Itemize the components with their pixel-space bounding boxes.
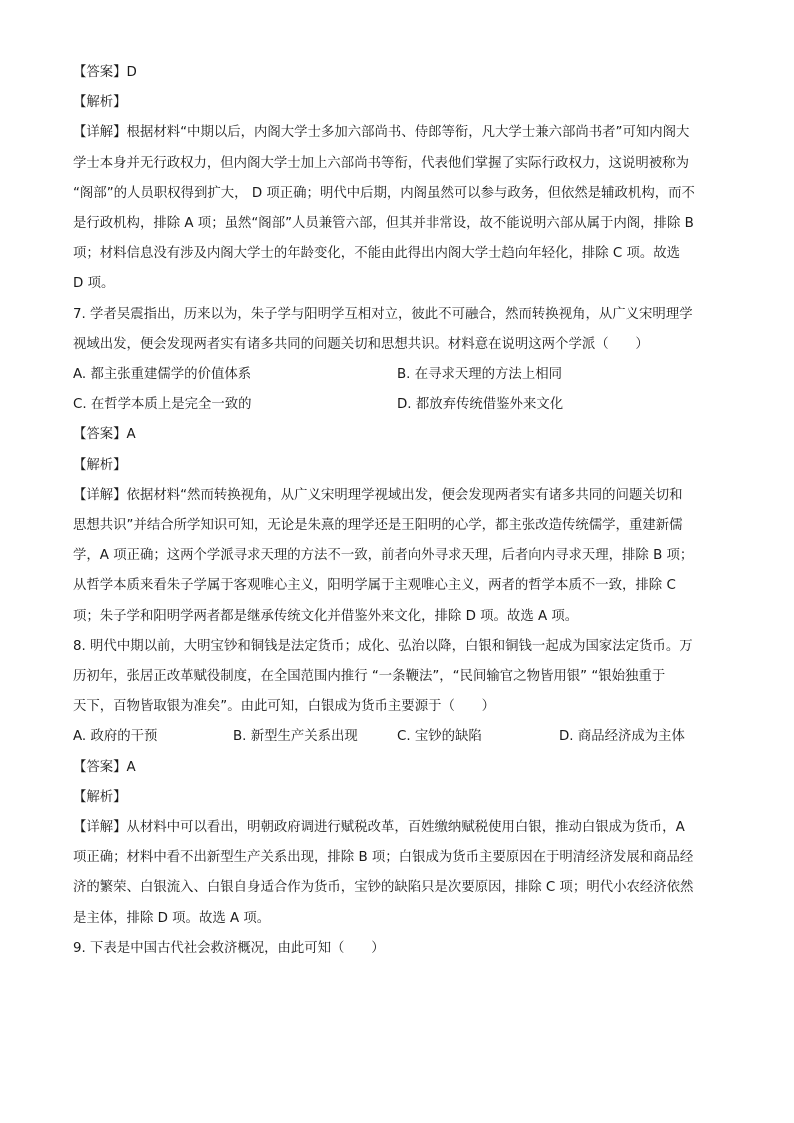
text-line: 思想共识”并结合所学知识可知，无论是朱熹的理学还是王阳明的心学，都主张改造传统儒学，重建新儒: [73, 518, 683, 534]
option-item: D. 商品经济成为主体: [559, 729, 685, 745]
text-line: 【答案】A: [73, 759, 136, 775]
paragraph: [73, 420, 723, 450]
paragraph: [73, 813, 723, 934]
paragraph: [73, 783, 723, 813]
text-line: 历初年，张居正改革赋役制度，在全国范围内推行 “一条鞭法”，“民间输官之物皆用银” “银始独重于: [73, 669, 666, 685]
option-row: [73, 722, 723, 752]
text-line: 项正确；材料中看不出新型生产关系出现，排除 B 项；白银成为货币主要原因在于明清经济发展和商品经: [73, 850, 694, 866]
text-line: 学士本身并无行政权力，但内阁大学士加上六部尚书等衔，代表他们掌握了实际行政权力，这说明被称为: [73, 155, 689, 171]
option-row: [73, 390, 723, 420]
text-line: 是行政机构，排除 A 项；虽然“阁部”人员兼管六部，但其并非常设，故不能说明六部从属于内阁，排除 B: [73, 216, 694, 232]
text-line: 7. 学者吴震指出，历来以为，朱子学与阳明学互相对立，彼此不可融合，然而转换视角，从广义宋明理学: [73, 306, 693, 322]
paragraph: [73, 632, 723, 723]
text-line: 从哲学本质来看朱子学属于客观唯心主义，阳明学属于主观唯心主义，两者的哲学本质不一致，排除 C: [73, 578, 676, 594]
paragraph: [73, 88, 723, 118]
text-line: 【详解】从材料中可以看出，明朝政府调进行赋税改革，百姓缴纳赋税使用白银，推动白银成为货币，A: [73, 820, 685, 836]
option-row: [73, 360, 723, 390]
text-line: 9. 下表是中国古代社会救济概况，由此可知（ ）: [73, 940, 385, 956]
text-line: 【答案】D: [73, 65, 137, 80]
text-line: 【解析】: [73, 789, 127, 805]
paragraph: [73, 118, 723, 299]
text-line: 天下，百物皆取银为准矣”。由此可知，白银成为货币主要源于（ ）: [73, 699, 496, 715]
option-item: C. 在哲学本质上是完全一致的: [73, 397, 252, 413]
paragraph: [73, 934, 723, 964]
document-page: [73, 58, 723, 964]
paragraph: [73, 481, 723, 632]
paragraph: [73, 58, 723, 88]
text-line: D 项。: [73, 276, 115, 292]
option-item: A. 都主张重建儒学的价值体系: [73, 367, 252, 383]
option-item: C. 宝钞的缺陷: [397, 729, 482, 745]
text-line: 济的繁荣、白银流入、白银自身适合作为货币，宝钞的缺陷只是次要原因，排除 C 项；明代小农经济依然: [73, 880, 694, 896]
text-line: 学，A 项正确；这两个学派寻求天理的方法不一致，前者向外寻求天理，后者向内寻求天理，排除 B 项；: [73, 548, 694, 564]
paragraph: [73, 451, 723, 481]
text-line: 项；材料信息没有涉及内阁大学士的年龄变化，不能由此得出内阁大学士趋向年轻化，排除 C 项。故选: [73, 246, 681, 262]
text-line: 【详解】根据材料“中期以后，内阁大学士多加六部尚书、侍郎等衔，凡大学士兼六部尚书者”可知内阁大: [73, 125, 690, 141]
paragraph: [73, 300, 723, 360]
text-line: 8. 明代中期以前，大明宝钞和铜钱是法定货币；成化、弘治以降，白银和铜钱一起成为国家法定货币。万: [73, 638, 693, 654]
text-line: 【详解】依据材料“然而转换视角，从广义宋明理学视域出发，便会发现两者实有诸多共同的问题关切和: [73, 487, 683, 503]
option-item: D. 都放弃传统借鉴外来文化: [397, 397, 564, 413]
paragraph: [73, 753, 723, 783]
text-line: 【答案】A: [73, 427, 136, 443]
text-line: 【解析】: [73, 457, 127, 473]
option-item: B. 新型生产关系出现: [233, 729, 358, 745]
text-line: 项；朱子学和阳明学两者都是继承传统文化并借鉴外来文化，排除 D 项。故选 A 项。: [73, 608, 579, 624]
option-item: B. 在寻求天理的方法上相同: [397, 367, 562, 383]
text-line: 是主体，排除 D 项。故选 A 项。: [73, 910, 271, 926]
option-item: A. 政府的干预: [73, 729, 158, 745]
text-line: 视域出发，便会发现两者实有诸多共同的问题关切和思想共识。材料意在说明这两个学派（ ）: [73, 336, 649, 352]
text-line: 【解析】: [73, 95, 127, 111]
text-line: “阁部”的人员职权得到扩大， D 项正确；明代中后期，内阁虽然可以参与政务，但依然是辅政机构，而不: [73, 185, 695, 201]
